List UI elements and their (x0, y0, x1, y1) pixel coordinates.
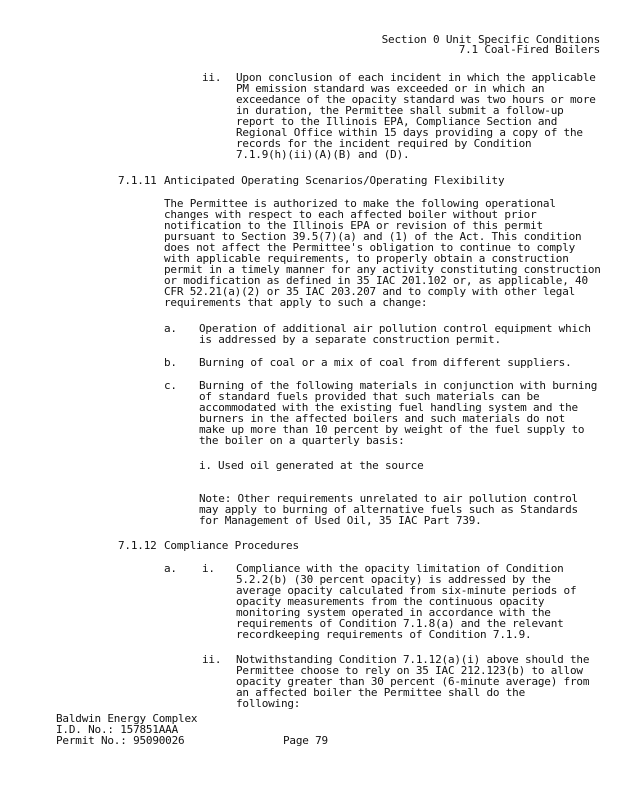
footer-page-number: Page 79 (283, 734, 328, 747)
item-12a-i-line: requirements of Condition 7.1.8(a) and the relevant (236, 617, 564, 630)
item-12a-i-line: Compliance with the opacity limitation of Condition (236, 562, 564, 575)
item-ii-line: in duration, the Permittee shall submit a follow-up (236, 104, 564, 117)
paragraph-line: The Permittee is authorized to make the following operational (164, 197, 556, 210)
item-ii-line: 7.1.9(h)(ii)(A)(B) and (D). (236, 148, 410, 161)
item-ii-line: PM emission standard was exceeded or in which an (236, 82, 545, 95)
item-12a-i-line: monitoring system operated in accordance with the (236, 606, 551, 619)
paragraph-line: pursuant to Section 39.5(7)(a) and (1) of the Act. This condition (164, 230, 582, 243)
item-ii-label: ii. (202, 71, 222, 84)
section-7-1-11-number: 7.1.11 (118, 174, 157, 187)
paragraph-line: notification to the Illinois EPA or revision of this permit (164, 219, 543, 232)
item-ii-line: records for the incident required by Condition (236, 137, 532, 150)
section-7-1-12-title: Compliance Procedures (164, 539, 299, 552)
paragraph-line: permit in a timely manner for any activity constituting construction (164, 263, 601, 276)
item-c-line: of standard fuels provided that such materials can be (199, 390, 540, 403)
item-c-line: accommodated with the existing fuel handling system and the (199, 401, 578, 414)
item-a-line: Operation of additional air pollution control equipment which (199, 322, 591, 335)
item-ii-line: exceedance of the opacity standard was two hours or more (236, 93, 596, 106)
paragraph-line: or modification as defined in 35 IAC 201.102 or, as applicable, 40 (164, 274, 588, 287)
item-12a-ii-line: an affected boiler the Permittee shall do the (236, 686, 526, 699)
item-c-line: the boiler on a quarterly basis: (199, 434, 405, 447)
footer-permit-number: Permit No.: 95090026 (56, 734, 185, 747)
paragraph-line: requirements that apply to such a change: (164, 296, 428, 309)
item-c-line: make up more than 10 percent by weight of the fuel supply to (199, 423, 585, 436)
item-12a-ii-label: ii. (202, 653, 222, 666)
footer-id-number: I.D. No.: 157851AAA (56, 723, 179, 736)
item-12a-label: a. (164, 562, 177, 575)
item-12a-i-line: 5.2.2(b) (30 percent opacity) is addressed by the (236, 573, 551, 586)
paragraph-line: changes with respect to each affected boiler without prior (164, 208, 537, 221)
header-section-line: Section 0 Unit Specific Conditions (381, 33, 600, 46)
note-line: Note: Other requirements unrelated to air pollution control (199, 492, 578, 505)
item-b-line: Burning of coal or a mix of coal from different suppliers. (199, 356, 572, 369)
section-7-1-12-number: 7.1.12 (118, 539, 157, 552)
item-c-line: burners in the affected boilers and such materials do not (199, 412, 566, 425)
item-c-i-text: Used oil generated at the source (218, 459, 424, 472)
item-ii-line: Regional Office within 15 days providing a copy of the (236, 126, 583, 139)
item-a-line: is addressed by a separate construction permit. (199, 333, 501, 346)
note-line: may apply to burning of alternative fuels such as Standards (199, 503, 578, 516)
item-12a-ii-line: Permittee choose to rely on 35 IAC 212.123(b) to allow (236, 664, 583, 677)
paragraph-line: CFR 52.21(a)(2) or 35 IAC 203.207 and to comply with other legal (164, 285, 576, 298)
item-12a-i-line: opacity measurements from the continuous opacity (236, 595, 545, 608)
item-ii-line: report to the Illinois EPA, Compliance Section and (236, 115, 558, 128)
item-12a-ii-line: opacity greater than 30 percent (6-minute average) from (236, 675, 590, 688)
item-a-label: a. (164, 322, 177, 335)
section-7-1-11-title: Anticipated Operating Scenarios/Operating Flexibility (164, 174, 505, 187)
item-c-i-label: i. (199, 459, 212, 472)
item-12a-i-label: i. (202, 562, 215, 575)
paragraph-line: does not affect the Permittee's obligation to continue to comply (164, 241, 576, 254)
item-12a-ii-line: Notwithstanding Condition 7.1.12(a)(i) above should the (236, 653, 590, 666)
footer-facility-name: Baldwin Energy Complex (56, 712, 198, 725)
note-line: for Management of Used Oil, 35 IAC Part 739. (199, 514, 482, 527)
item-b-label: b. (164, 356, 177, 369)
paragraph-line: with applicable requirements, to properly obtain a construction (164, 252, 569, 265)
item-ii-line: Upon conclusion of each incident in which the applicable (236, 71, 596, 84)
item-c-line: Burning of the following materials in conjunction with burning (199, 379, 598, 392)
item-12a-ii-line: following: (236, 697, 301, 710)
item-c-label: c. (164, 379, 177, 392)
header-subsection-line: 7.1 Coal-Fired Boilers (458, 43, 600, 56)
item-12a-i-line: recordkeeping requirements of Condition 7.1.9. (236, 628, 532, 641)
item-12a-i-line: average opacity calculated from six-minute periods of (236, 584, 577, 597)
